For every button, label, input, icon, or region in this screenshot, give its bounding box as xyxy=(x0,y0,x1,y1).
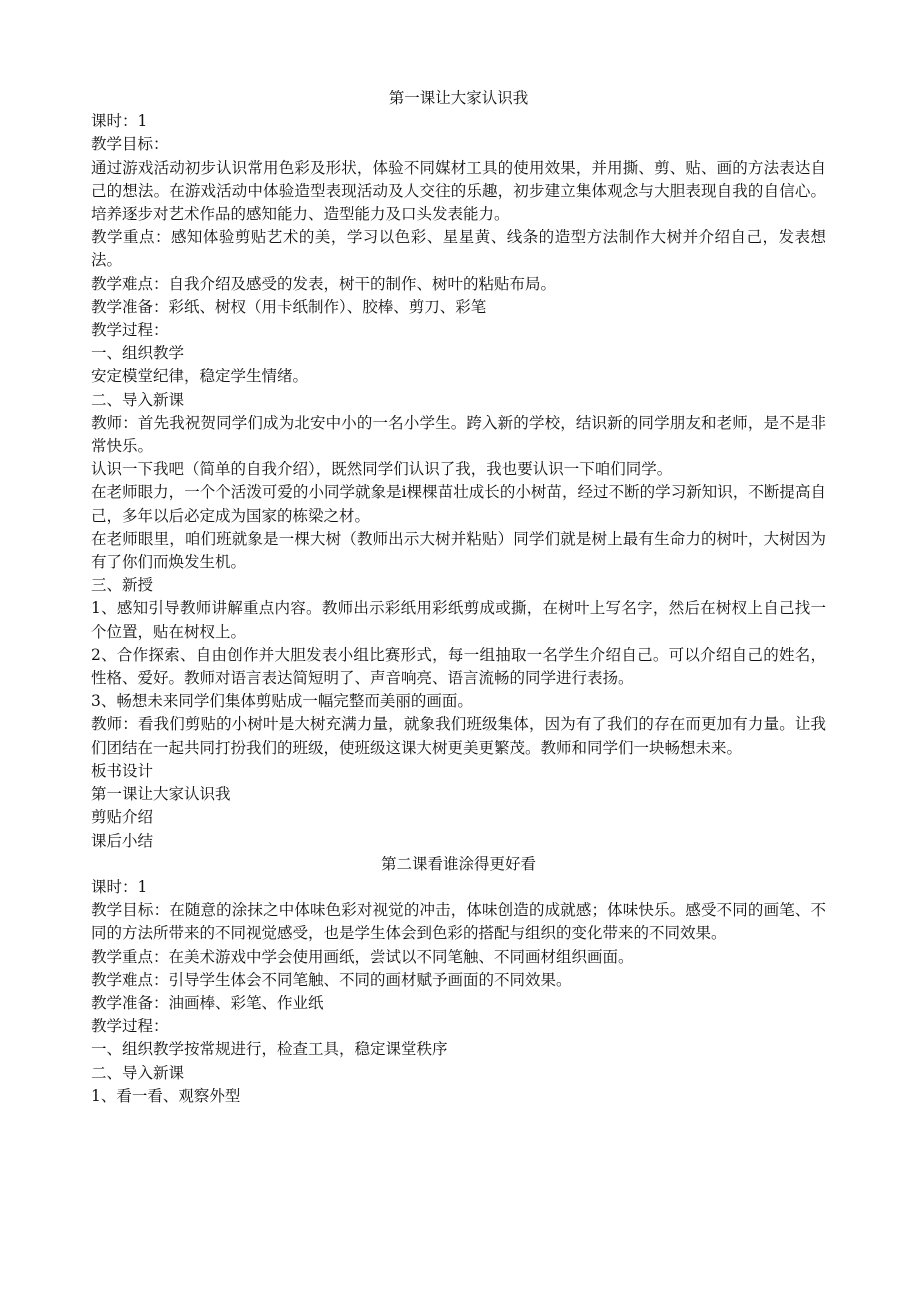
lesson1-section3-para3: 3、畅想未来同学们集体剪贴成一幅完整而美丽的画面。 xyxy=(91,692,473,711)
lesson1-key-point: 教学重点：感知体验剪贴艺术的美，学习以色彩、星星黄、线条的造型方法制作大树并介绍自己，发表想法。 xyxy=(91,228,826,270)
lesson1-goal-text: 通过游戏活动初步认识常用色彩及形状，体验不同媒材工具的使用效果，并用撕、剪、贴、画的方法表达自己的想法。在游戏活动中体验造型表现活动及人交往的乐趣，初步建立集体观念与大胆表现自我的自信心。培养逐步对艺术作品的感知能力、造型能力及口头发表能力。 xyxy=(91,158,826,224)
lesson1-process-label: 教学过程： xyxy=(91,321,169,340)
lesson2-section2: 二、导入新课 xyxy=(91,1063,185,1082)
lesson2-process-label: 教学过程： xyxy=(91,1017,169,1036)
lesson1-board-line2: 剪贴介绍 xyxy=(91,808,154,827)
lesson1-section3-para4: 教师：看我们剪贴的小树叶是大树充满力量，就象我们班级集体，因为有了我们的存在而更加有力量。让我们团结在一起共同打扮我们的班级，使班级这课大树更美更繁茂。教师和同学们一块畅想未来。 xyxy=(91,715,826,757)
document-page xyxy=(91,87,826,1108)
lesson1-section2-title: 二、导入新课 xyxy=(91,390,185,409)
lesson1-section2-para1: 教师：首先我祝贺同学们成为北安中小的一名小学生。跨入新的学校，结识新的同学朋友和老师，是不是非常快乐。 xyxy=(91,413,826,456)
lesson1-board-label: 板书设计 xyxy=(91,761,154,780)
lesson1-hours: 课时：1 xyxy=(91,112,148,131)
lesson2-preparation: 教学准备：油画棒、彩笔、作业纸 xyxy=(91,993,324,1012)
lesson2-section2-item1: 1、看一看、观察外型 xyxy=(91,1086,241,1105)
lesson1-section2-para2: 认识一下我吧（简单的自我介绍），既然同学们认识了我，我也要认识一下咱们同学。 xyxy=(91,460,673,479)
lesson1-goal-label: 教学目标： xyxy=(91,135,169,154)
lesson2-hours: 课时：1 xyxy=(91,877,148,896)
lesson2-difficulty: 教学难点：引导学生体会不同笔触、不同的画材赋予画面的不同效果。 xyxy=(91,970,572,989)
lesson1-title: 第一课让大家认识我 xyxy=(388,89,529,107)
lesson2-key-point: 教学重点：在美术游戏中学会使用画纸，尝试以不同笔触、不同画材组织画面。 xyxy=(91,947,634,966)
lesson2-goal: 教学目标：在随意的涂抹之中体味色彩对视觉的冲击，体味创造的成就感；体味快乐。感受不同的画笔、不同的方法所带来的不同视觉感受，也是学生体会到色彩的搭配与组织的变化带来的不同效果。 xyxy=(91,901,826,943)
lesson1-section2-para4: 在老师眼里，咱们班就象是一棵大树（教师出示大树并粘贴）同学们就是树上最有生命力的树叶，大树因为有了你们而焕发生机。 xyxy=(91,529,826,572)
lesson1-preparation: 教学准备：彩纸、树杈（用卡纸制作）、胶棒、剪刀、彩笔 xyxy=(91,297,487,316)
lesson1-section1-title: 一、组织教学 xyxy=(91,344,185,363)
lesson1-section3-para1: 1、感知引导教师讲解重点内容。教师出示彩纸用彩纸剪成或撕，在树叶上写名字，然后在树杈上自己找一个位置，贴在树杈上。 xyxy=(91,599,826,641)
lesson1-section3-title: 三、新授 xyxy=(91,576,154,595)
lesson2-title: 第二课看谁涂得更好看 xyxy=(380,854,536,873)
lesson1-section2-para3: 在老师眼力，一个个活泼可爱的小同学就象是i棵棵苗壮成长的小树苗，经过不断的学习新知识，不断提高自己，多年以后必定成为国家的栋梁之材。 xyxy=(91,483,826,525)
lesson1-board-title: 第一课让大家认识我 xyxy=(91,785,231,804)
lesson1-section1-text: 安定模堂纪律，稳定学生情绪。 xyxy=(91,367,309,386)
lesson2-section1: 一、组织教学按常规进行，检查工具，稳定课堂秩序 xyxy=(91,1040,448,1059)
lesson1-difficulty: 教学难点：自我介绍及感受的发表，树干的制作、树叶的粘贴布局。 xyxy=(91,274,557,293)
lesson1-board-line3: 课后小结 xyxy=(91,831,154,850)
lesson1-section3-para2: 2、合作探索、自由创作并大胆发表小组比赛形式，每一组抽取一名学生介绍自己。可以介绍自己的姓名，性格、爱好。教师对语言表达简短明了、声音响亮、语言流畅的同学进行表扬。 xyxy=(91,645,826,688)
